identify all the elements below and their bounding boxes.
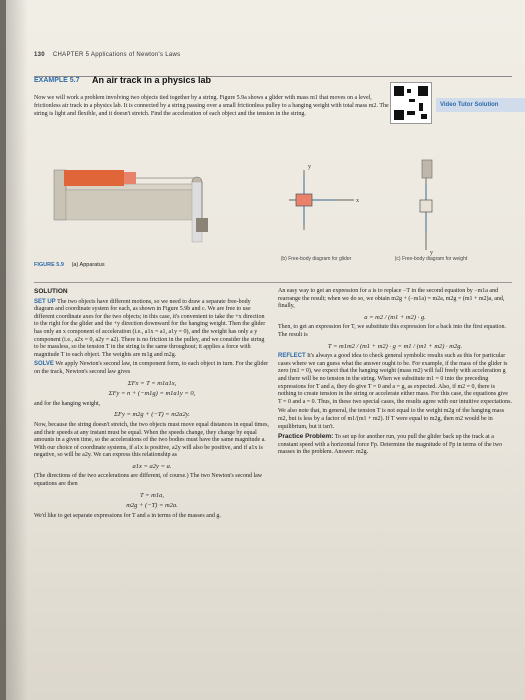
panel-a-caption: (a) Apparatus [71,262,105,268]
paragraph-accelerations: Now, because the string doesn't stretch, the two objects must move equal distances in equal times, and their speeds at any instant must be equal. When the speeds change, they change by equal amounts in a given time, so the accelerations of the two bodies must have the same magnitude a. With our choice of coordinate systems, if a1x is positive, a2y will also be positive, and if a1x is negative, so will be a2y. We can express this relationship as [34,421,269,459]
equation-glider-x: ΣFx = T = m1a1x, [127,379,177,387]
paragraph-easy-way: An easy way to get an expression for a is to replace −T in the second equation by −m1a and rearrange the result; when we do so, we obtain m2g + (−m1a) = m2a, m2g = (m1 + m2)a, and, finally, [278,288,505,310]
figure-label: FIGURE 5.9 [34,262,64,268]
equation-tension: T = m1a, [140,491,164,499]
paragraph-tension-note: We also note that, in general, the tension T is not equal to the weight m2g of the hanging mass m2, but is less by a factor of m1/(m1 + m2). If T were equal to m2g, then m2 would be in equilibrium, but it isn't. [278,408,505,430]
panel-b-caption: (b) Free-body diagram for glider [280,256,352,262]
equation-weight-y: ΣFy = m2g + (−T) = m2a2y. [114,411,190,419]
glider [64,170,124,186]
paragraph-get-t: Then, to get an expression for T, we substitute this expression for a back into the first equation. The result is [278,324,507,338]
section-rule [34,282,512,283]
paragraph-separate-expressions: We'd like to get separate expressions for T and a in terms of the masses and g. [34,512,221,519]
paragraph-directions: (The directions of the two accelerations are different, of course.) The two Newton's second law equations are then [34,473,263,488]
solve-text: We apply Newton's second law, in component form, to each object in turn. For the glider on the track, Newton's second law gives [34,361,269,375]
example-intro: Now we will work a problem involving two objects tied together by a string. Figure 5.9a shows a glider with mass m1 that moves on a level, frictionless air track in a physics lab. It is connected by a string passing over a small frictionless pulley to a hanging weight with total mass m2. The string is light and flexible, and it doesn't stretch. Find the acceleration of each object and the tension in the string. [34,95,389,117]
reflect-text: It's always a good idea to check general symbolic results such as this for particular cases where we can guess what the answer ought to be. For example, if the mass of the glider is zero (m1 = 0), we expect that the hanging weight (mass m2) will fall freely with acceleration g and there will be no tension in the string. When we substitute m1 = 0 into the preceding expressions for T and a, they do give T = 0 and a = g, as expected. Also, if m2 = 0, there is nothing to create tension in the string or accelerate either mass. For this case, the equations give T = 0 and a = 0. Thus, in these two special cases, the results agree with our intuitive expectations. [278,353,512,405]
running-header [34,52,180,58]
axis-x-label-b: x [356,198,359,204]
reflect-label: REFLECT [278,353,306,360]
free-body-weight [420,160,432,250]
page-gutter-shadow [6,0,28,700]
right-column [278,288,512,459]
page-number: 130 [34,52,45,58]
video-tutor-banner[interactable]: Video Tutor Solution [436,98,525,112]
example-title: An air track in a physics lab [92,75,212,85]
equation-a: a = m2 / (m1 + m2) · g. [364,313,426,321]
set-up-text: The two objects have different motions, so we need to draw a separate free-body diagram and coordinate system for each, as shown in Figure 5.9b and c. We are free to use different coordinate axes for the two objects; in this case, it's convenient to take the +x direction to the right for the glider and the +y direction downward for the hanging weight. Then the glider has only an x component of acceleration (i.e., a1x = a1, a1y = 0), and the weight has only a y component (i.e., a2x = 0, a2y = a2). There is no friction in the pulley, and we consider the string to be massless, so the tension T in the string is the same throughout; it applies a force with magnitude T to each object. The weights are m1g and m2g. [34,298,266,358]
equation-glider-y: ΣFy = n + (−m1g) = m1a1y = 0, [108,390,196,398]
set-up-label: SET UP [34,298,56,305]
chapter-title: CHAPTER 5 Applications of Newton's Laws [52,52,181,58]
equation-weight: m2g + (−T) = m2a. [126,502,178,510]
left-column [34,288,270,522]
panel-c-caption: (c) Free-body diagram for weight [394,256,468,262]
figure-caption [34,262,105,268]
example-tag: EXAMPLE 5.7 [34,77,80,84]
axis-y-label-c: y [430,250,433,256]
qr-code [390,82,432,124]
practice-problem-label: Practice Problem: [278,433,334,441]
axis-y-label-b: y [308,164,311,170]
hanging-text: and for the hanging weight, [34,400,101,407]
equation-t: T = m1m2 / (m1 + m2) · g = m1 / (m1 + m2) · m2g. [327,342,463,350]
free-body-glider [289,170,354,230]
equation-acceleration-relation: a1x = a2y = a. [132,462,172,470]
solve-label: SOLVE [34,361,54,368]
practice-problem-text: To set up for another run, you pull the glider back up the track at a constant speed with a horizontal force Fp. Determine the magnitude of Fp in terms of the two masses in the problem. Answer: m2g. [278,434,503,456]
figure-5-9 [34,150,512,260]
solution-heading: SOLUTION [34,288,68,295]
textbook-page [6,0,525,700]
hanging-weight [196,218,208,232]
apparatus-drawing [54,170,208,242]
